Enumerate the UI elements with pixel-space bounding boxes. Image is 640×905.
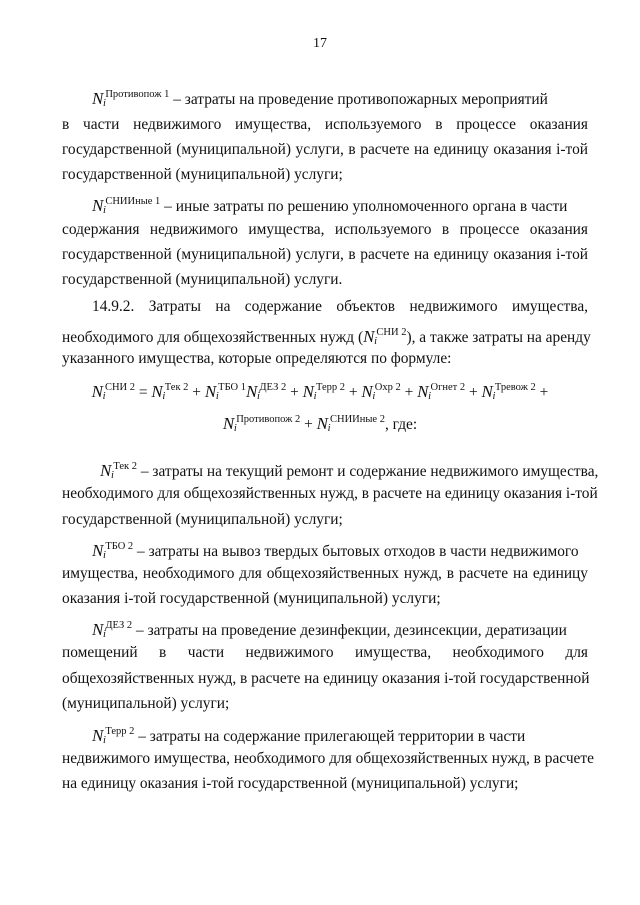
paragraph-5-line-1: N i $^{ТБО 2}$ – затраты на вывоз твердых бытовых отходов в части недвижимого: [92, 541, 579, 561]
formula-line-2: N i $^{Противопож 2}$ + N i $^{СНИИные 2}$, где:: [222, 414, 418, 434]
paragraph-2-line-3: государственной (муниципальной) услуги, в расчете на единицу оказания i-той: [62, 246, 588, 263]
page-number: 17: [313, 36, 327, 51]
paragraph-7-line-1: N i $^{Терр 2}$ – затраты на содержание прилегающей территории в части: [92, 726, 526, 746]
paragraph-1-line-3: государственной (муниципальной) услуги, в расчете на единицу оказания i-той: [62, 141, 588, 158]
paragraph-7-line-2: недвижимого имущества, необходимого для общехозяйственных нужд, в расчете: [62, 750, 594, 767]
paragraph-6-line-3: общехозяйственных нужд, в расчете на единицу оказания i-той государственной: [62, 670, 590, 687]
symbol-n-sniiinye1: N i $^{СНИИные 1}$: [92, 196, 161, 216]
paragraph-5-line-2: имущества, необходимого для общехозяйственных нужд, в расчете на единицу: [62, 565, 588, 582]
paragraph-6-line-1: N i $^{ДЕЗ 2}$ – затраты на проведение дезинфекции, дезинсекции, дератизации: [92, 620, 567, 640]
paragraph-3-line-2: необходимого для общехозяйственных нужд (N i $^{СНИ 2}$), а также затраты на аренду: [62, 323, 588, 348]
formula-line-1: N i $^{СНИ 2}$ = N i $^{Тек 2}$ + N i $^{ТБО 1}$N i $^{ДЕЗ 2}$ + N i $^{Терр 2}$ + N i $^{Охр 2}$ + N i $^{Огнет 2}$ + N i $^{Тревож 2}$ +: [91, 382, 549, 402]
paragraph-4-line-3: государственной (муниципальной) услуги;: [62, 511, 343, 528]
paragraph-6-line-2: помещений в части недвижимого имущества, необходимого для: [62, 644, 588, 661]
paragraph-1-line-2: в части недвижимого имущества, используемого в процессе оказания: [62, 116, 588, 133]
paragraph-4-line-1: N i $^{Тек 2}$ – затраты на текущий ремонт и содержание недвижимого имущества,: [100, 461, 599, 481]
paragraph-2-line-1: [92, 192, 588, 217]
paragraph-5-line-3: оказания i-той государственной (муниципальной) услуги;: [62, 590, 441, 607]
paragraph-2-text: – иные затраты по решению уполномоченного органа в части: [164, 198, 568, 215]
paragraph-7-line-3: на единицу оказания i-той государственной (муниципальной) услуги;: [62, 775, 519, 792]
paragraph-6-line-4: (муниципальной) услуги;: [62, 695, 230, 712]
symbol-n-sni2: N i $^{СНИ 2}$: [363, 327, 407, 347]
symbol-n-protivopozh1: N i $^{Противопож 1}$: [92, 89, 170, 109]
paragraph-1-line-1: [92, 85, 588, 110]
paragraph-1-line-4: государственной (муниципальной) услуги;: [62, 166, 343, 183]
paragraph-2-line-2: содержания недвижимого имущества, используемого в процессе оказания: [62, 221, 588, 238]
paragraph-3-line-1: 14.9.2. Затраты на содержание объектов недвижимого имущества,: [92, 298, 588, 315]
paragraph-1-text: – затраты на проведение противопожарных мероприятий: [173, 91, 548, 108]
paragraph-4-line-2: необходимого для общехозяйственных нужд, в расчете на единицу оказания i-той: [62, 485, 598, 502]
paragraph-2-line-4: государственной (муниципальной) услуги.: [62, 271, 343, 288]
paragraph-3-line-3: указанного имущества, которые определяются по формуле:: [62, 350, 452, 367]
